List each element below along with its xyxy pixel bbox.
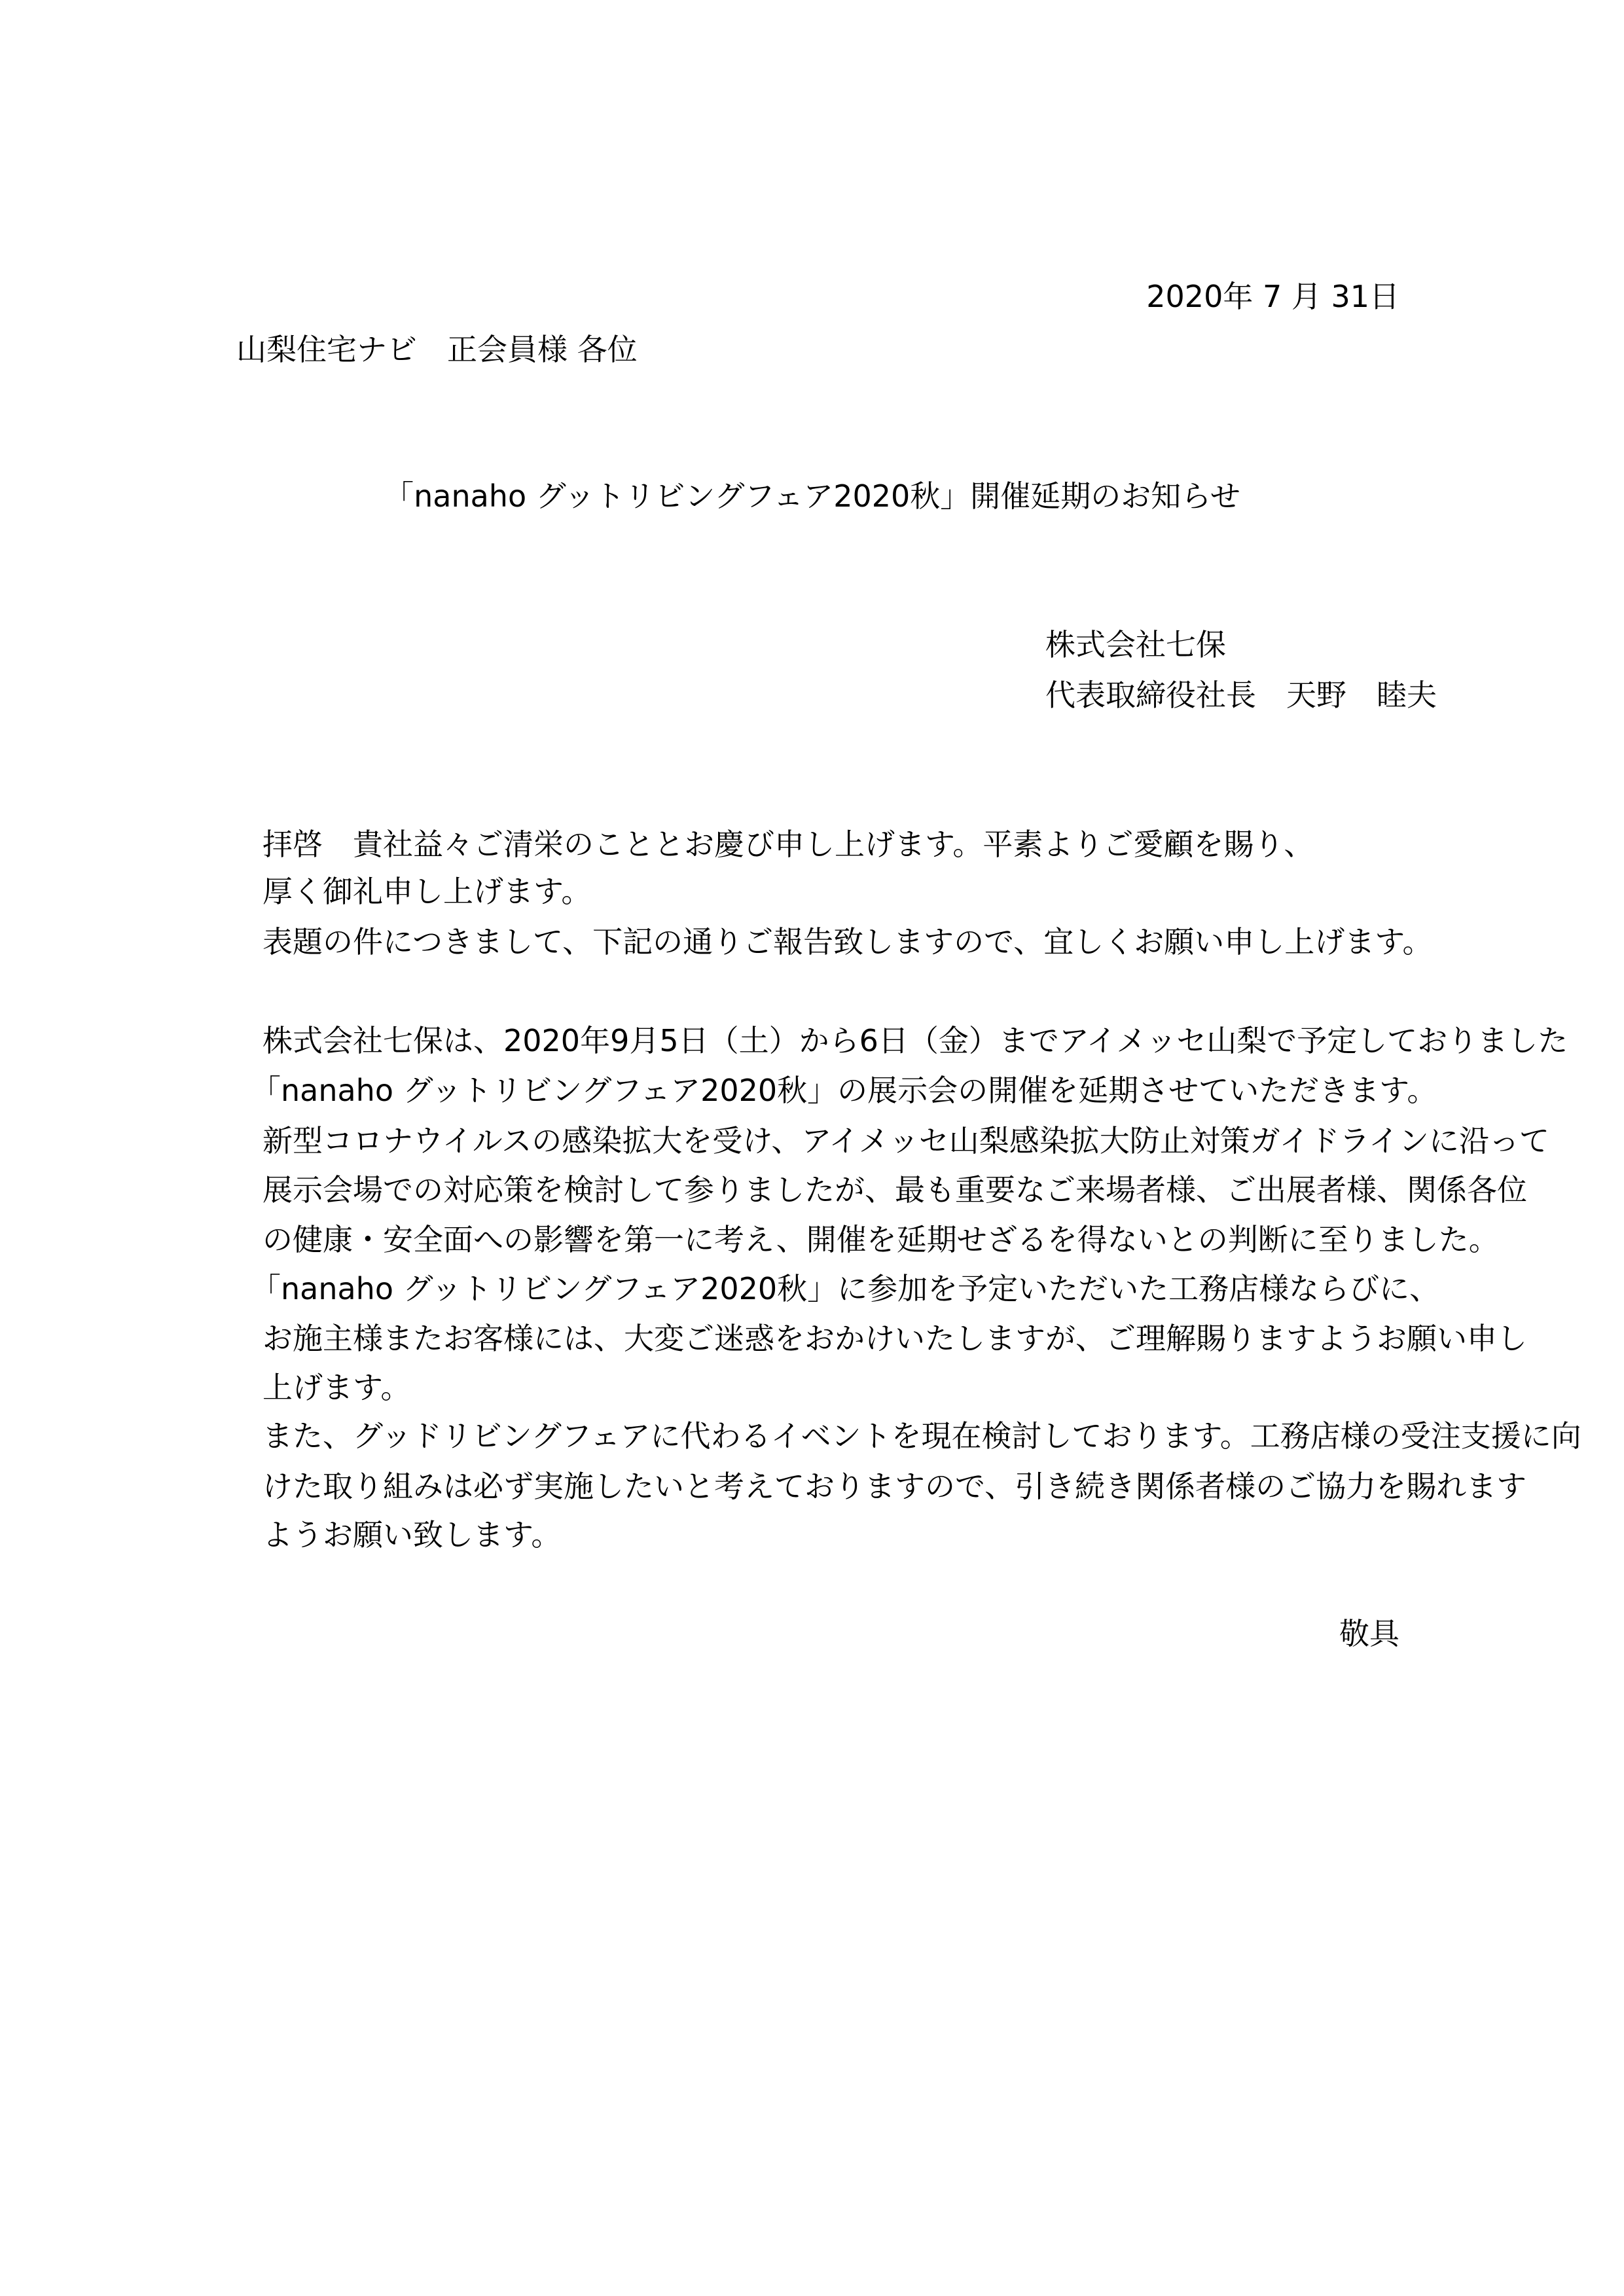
body-line: 展示会場での対応策を検討して参りましたが、最も重要なご来場者様、ご出展者様、関係各位 [262,1172,1527,1208]
body-line: 「nanaho グットリビングフェア2020秋」に参加を予定いただいた工務店様ならびに、 [251,1271,1440,1306]
body-line: また、グッドリビングフェアに代わるイベントを現在検討しております。工務店様の受注支援に向 [262,1418,1581,1454]
body-line: の健康・安全面への影響を第一に考え、開催を延期せざるを得ないとの判断に至りました。 [262,1222,1499,1257]
recipient: 山梨住宅ナビ 正会員様 各位 [236,332,638,367]
body-line: お施主様またお客様には、大変ご迷惑をおかけいたしますが、ご理解賜りますようお願い申し [262,1321,1527,1356]
sender-company: 株式会社七保 [1045,627,1226,662]
body-line: けた取り組みは必ず実施したいと考えておりますので、引き続き関係者様のご協力を賜れます [262,1469,1527,1504]
greeting-line: 拝啓 貴社益々ご清栄のこととお慶び申し上げます。平素よりご愛顧を賜り、 [262,827,1314,862]
sender-representative: 代表取締役社長 天野 睦夫 [1045,677,1437,713]
closing: 敬具 [1339,1616,1399,1651]
date: 2020年 7 月 31日 [1146,279,1399,314]
body-line: 新型コロナウイルスの感染拡大を受け、アイメッセ山梨感染拡大防止対策ガイドラインに沿って [262,1123,1550,1158]
body-line: 株式会社七保は、2020年9月5日（土）から6日（金）までアイメッセ山梨で予定しておりました [262,1023,1568,1058]
greeting-line: 厚く御礼申し上げます。 [262,874,592,909]
document-title: 「nanaho グットリビングフェア2020秋」開催延期のお知らせ [384,478,1240,514]
body-line: ようお願い致します。 [262,1517,562,1552]
greeting-line: 表題の件につきまして、下記の通りご報告致しますので、宜しくお願い申し上げます。 [262,924,1433,960]
body-line: 上げます。 [262,1370,411,1405]
body-line: 「nanaho グットリビングフェア2020秋」の展示会の開催を延期させていただきます。 [251,1073,1437,1108]
